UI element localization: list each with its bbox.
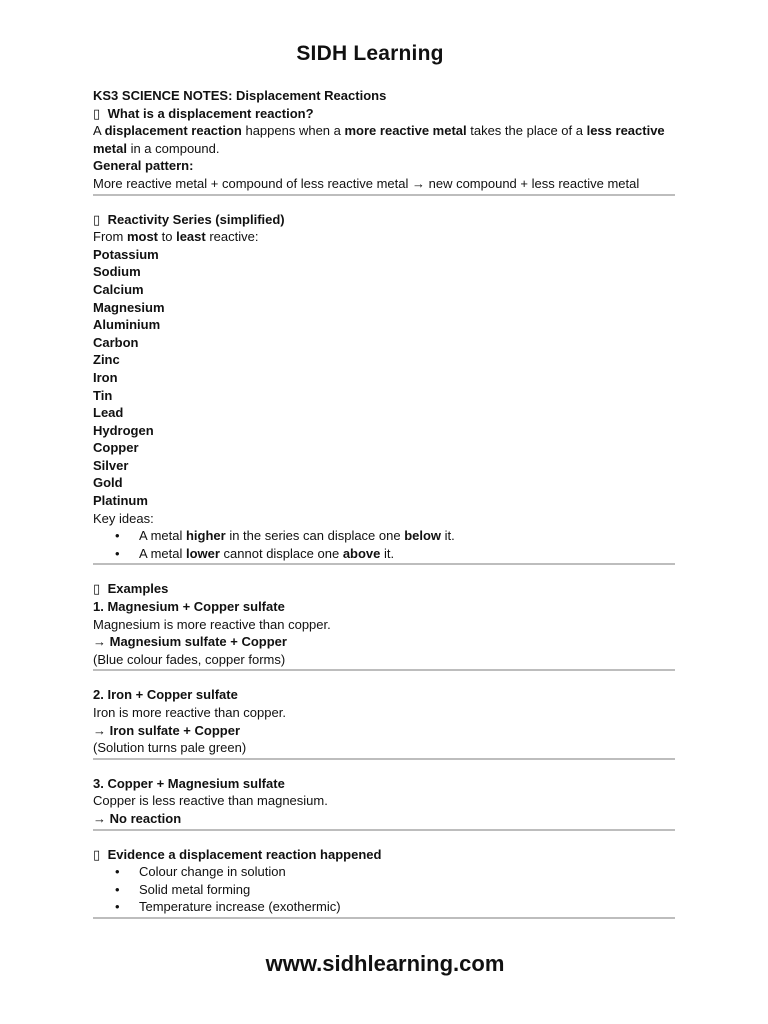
section-title: What is a displacement reaction? xyxy=(107,105,314,121)
definition-line-1: A displacement reaction happens when a more reactive metal takes the place of a less reactive xyxy=(93,123,665,139)
reactivity-intro: From most to least reactive: xyxy=(93,229,259,245)
section-divider xyxy=(93,917,675,919)
example-explanation: Magnesium is more reactive than copper. xyxy=(93,616,331,632)
metal-item: Zinc xyxy=(93,352,120,368)
doc-heading: KS3 SCIENCE NOTES: Displacement Reactions xyxy=(93,88,387,103)
notes-body xyxy=(93,87,675,934)
metal-item: Gold xyxy=(93,475,123,491)
metal-item: Sodium xyxy=(93,264,141,280)
missing-glyph-icon: ▯ xyxy=(93,105,101,121)
definition-line-2: metal in a compound. xyxy=(93,140,220,156)
list-item: • Solid metal forming xyxy=(93,881,675,899)
section-divider xyxy=(93,194,675,196)
list-item: • A metal higher in the series can displace one below it. xyxy=(93,527,675,545)
footer-url: www.sidhlearning.com xyxy=(265,951,505,976)
section-divider xyxy=(93,758,675,760)
example-result: → Magnesium sulfate + Copper xyxy=(93,634,287,650)
metal-item: Magnesium xyxy=(93,299,165,315)
example-heading: 2. Iron + Copper sulfate xyxy=(93,687,238,703)
metal-item: Copper xyxy=(93,440,139,456)
section-title: Examples xyxy=(107,581,169,597)
example-explanation: Copper is less reactive than magnesium. xyxy=(93,793,328,809)
example-1 xyxy=(93,598,675,668)
section-title: Reactivity Series (simplified) xyxy=(107,211,285,227)
section-divider xyxy=(93,829,675,831)
metal-item: Aluminium xyxy=(93,317,161,333)
example-result: → No reaction xyxy=(93,810,182,826)
section-divider xyxy=(93,669,675,671)
missing-glyph-icon: ▯ xyxy=(93,846,101,862)
metal-item: Lead xyxy=(93,405,124,421)
metal-item: Tin xyxy=(93,387,113,403)
example-2 xyxy=(93,686,675,756)
example-note: (Solution turns pale green) xyxy=(93,740,247,756)
list-item: • Colour change in solution xyxy=(93,863,675,881)
key-ideas-list xyxy=(93,527,675,562)
section-title: Evidence a displacement reaction happened xyxy=(107,846,382,862)
list-item: • Temperature increase (exothermic) xyxy=(93,898,675,916)
example-3 xyxy=(93,775,675,828)
example-heading: 1. Magnesium + Copper sulfate xyxy=(93,599,285,615)
general-pattern-label: General pattern: xyxy=(93,158,194,174)
example-heading: 3. Copper + Magnesium sulfate xyxy=(93,775,285,791)
key-ideas-label: Key ideas: xyxy=(93,510,154,526)
section-heading-reactivity xyxy=(93,211,675,229)
metal-item: Calcium xyxy=(93,281,144,297)
metal-item: Potassium xyxy=(93,246,159,262)
metal-item: Platinum xyxy=(93,493,148,509)
reactivity-series-list xyxy=(93,246,675,510)
section-divider xyxy=(93,563,675,565)
example-explanation: Iron is more reactive than copper. xyxy=(93,705,286,720)
missing-glyph-icon: ▯ xyxy=(93,581,101,597)
example-note: (Blue colour fades, copper forms) xyxy=(93,651,286,667)
example-result: → Iron sulfate + Copper xyxy=(93,722,241,738)
metal-item: Iron xyxy=(93,369,118,385)
section-heading-examples xyxy=(93,580,675,598)
general-pattern-text: More reactive metal + compound of less reactive metal → new compound + less reactive metal xyxy=(93,175,640,191)
section-heading-what-is xyxy=(93,105,675,123)
evidence-list xyxy=(93,863,675,916)
section-heading-evidence xyxy=(93,846,675,864)
metal-item: Hydrogen xyxy=(93,422,154,438)
page-title: SIDH Learning xyxy=(296,42,444,65)
metal-item: Carbon xyxy=(93,334,139,350)
list-item: • A metal lower cannot displace one above it. xyxy=(93,545,675,563)
missing-glyph-icon: ▯ xyxy=(93,211,101,227)
metal-item: Silver xyxy=(93,457,129,473)
